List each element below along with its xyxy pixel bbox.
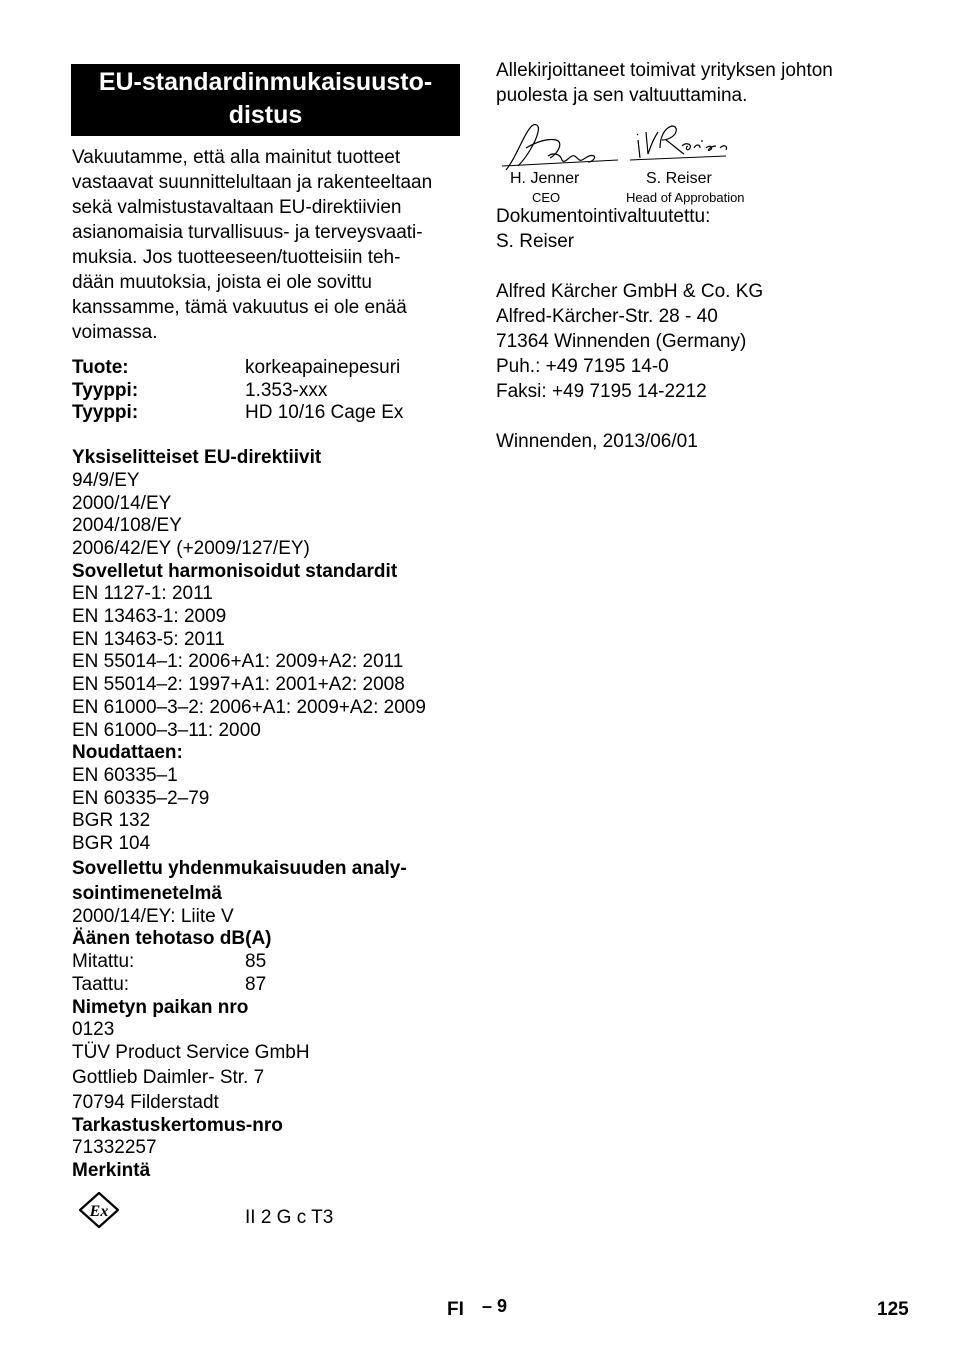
- spec-label: Tyyppi:: [72, 402, 139, 424]
- place-date: [496, 429, 896, 454]
- title-line-1: EU-standardinmukaisuusto-: [98, 68, 433, 96]
- notified-body-item: 70794 Filderstadt: [72, 1091, 219, 1113]
- intro-line: dään muutoksia, joista ei ole sovittu: [72, 272, 372, 293]
- left-column: [72, 64, 460, 1233]
- sound-value: 85: [245, 951, 267, 973]
- spacer: [496, 254, 896, 279]
- conformity-heading: sointimenetelmä: [72, 882, 222, 904]
- compliance-item: EN 60335–2–79: [72, 787, 210, 809]
- report-section: [72, 1115, 460, 1160]
- signature-block: [496, 118, 896, 214]
- report-number: 71332257: [72, 1137, 157, 1159]
- intro-line: voimassa.: [72, 322, 158, 343]
- intro-line: sekä valmistustavaltaan EU-direktiivien: [72, 197, 402, 218]
- spec-row: [72, 357, 460, 380]
- authority-line: Allekirjoittaneet toimivat yrityksen johton: [496, 60, 833, 81]
- directive-item: 2004/108/EY: [72, 515, 182, 537]
- compliance-section: [72, 742, 460, 856]
- place-date-text: Winnenden, 2013/06/01: [496, 431, 698, 452]
- address-line: 71364 Winnenden (Germany): [496, 331, 747, 352]
- compliance-item: BGR 104: [72, 833, 151, 855]
- standard-item: EN 1127-1: 2011: [72, 583, 213, 605]
- conformity-item: 2000/14/EY: Liite V: [72, 905, 234, 927]
- notified-body-item: Gottlieb Daimler- Str. 7: [72, 1066, 265, 1088]
- sound-label: Taattu:: [72, 973, 130, 995]
- spec-value: korkeapainepesuri: [245, 357, 401, 378]
- report-heading: Tarkastuskertomus-nro: [72, 1114, 283, 1136]
- intro-line: muksia. Jos tuotteeseen/tuotteisiin teh-: [72, 247, 401, 268]
- address-line: Puh.: +49 7195 14-0: [496, 356, 669, 377]
- compliance-item: BGR 132: [72, 810, 151, 832]
- signer-role: Head of Approbation: [626, 190, 745, 205]
- standard-item: EN 55014–1: 2006+A1: 2009+A2: 2011: [72, 651, 404, 673]
- address-line: Faksi: +49 7195 14-2212: [496, 381, 707, 402]
- doc-auth-line: S. Reiser: [496, 231, 575, 252]
- signer-role: CEO: [532, 190, 561, 205]
- intro-line: kanssamme, tämä vakuutus ei ole enää: [72, 297, 407, 318]
- product-specs: [72, 357, 460, 425]
- directive-item: 94/9/EY: [72, 469, 140, 491]
- conformity-heading: Sovellettu yhdenmukaisuuden analy-: [72, 857, 407, 879]
- marking-heading: Merkintä: [72, 1160, 151, 1182]
- authority-line: puolesta ja sen valtuuttamina.: [496, 85, 748, 106]
- svg-text:Ex: Ex: [89, 1202, 109, 1220]
- standard-item: EN 13463-5: 2011: [72, 628, 225, 650]
- standard-item: EN 13463-1: 2009: [72, 606, 227, 628]
- directives-heading: Yksiselitteiset EU-direktiivit: [72, 447, 322, 469]
- sound-row: [72, 951, 460, 974]
- directive-item: 2000/14/EY: [72, 492, 172, 514]
- company-address: [496, 279, 896, 404]
- sound-value: 87: [245, 973, 267, 995]
- conformity-section: [72, 856, 460, 929]
- directive-item: 2006/42/EY (+2009/127/EY): [72, 537, 310, 559]
- sound-row: [72, 974, 460, 997]
- marking-row: [72, 1185, 460, 1233]
- intro-line: asianomaisia turvallisuus- ja terveysvaati-: [72, 222, 423, 243]
- spec-value: 1.353-xxx: [245, 379, 328, 401]
- intro-paragraph: [72, 145, 460, 345]
- footer-section-page: – 9: [482, 1296, 508, 1316]
- sound-label: Mitattu:: [72, 951, 135, 973]
- ex-explosion-protection-icon: [78, 1191, 120, 1229]
- standards-heading: Sovelletut harmonisoidut standardit: [72, 560, 398, 582]
- marking-section: [72, 1160, 460, 1233]
- standard-item: EN 61000–3–2: 2006+A1: 2009+A2: 2009: [72, 696, 426, 718]
- title-line-2: distus: [228, 101, 303, 129]
- notified-body-item: 0123: [72, 1019, 115, 1041]
- signer-name: H. Jenner: [510, 170, 580, 187]
- spec-row: [72, 402, 460, 425]
- directives-section: [72, 447, 460, 561]
- page-title: [71, 64, 460, 136]
- standards-section: [72, 561, 460, 743]
- compliance-heading: Noudattaen:: [72, 742, 183, 764]
- marking-value: II 2 G c T3: [245, 1206, 334, 1228]
- spacer: [496, 404, 896, 429]
- standard-item: EN 55014–2: 1997+A1: 2001+A2: 2008: [72, 674, 405, 696]
- doc-auth-line: Dokumentointivaltuutettu:: [496, 206, 711, 227]
- sound-section: [72, 928, 460, 996]
- address-line: Alfred Kärcher GmbH & Co. KG: [496, 281, 764, 302]
- intro-line: Vakuutamme, että alla mainitut tuotteet: [72, 147, 401, 168]
- right-column: [496, 58, 896, 454]
- signer-name: S. Reiser: [646, 170, 712, 187]
- notified-body-heading: Nimetyn paikan nro: [72, 996, 249, 1018]
- address-line: Alfred-Kärcher-Str. 28 - 40: [496, 306, 718, 327]
- spec-label: Tyyppi:: [72, 379, 139, 401]
- footer-language: FI: [447, 1299, 464, 1320]
- spec-value: HD 10/16 Cage Ex: [245, 402, 404, 424]
- compliance-item: EN 60335–1: [72, 764, 178, 786]
- notified-body-item: TÜV Product Service GmbH: [72, 1041, 310, 1063]
- standard-item: EN 61000–3–11: 2000: [72, 719, 261, 741]
- notified-body-section: [72, 997, 460, 1115]
- authority-statement: [496, 58, 896, 108]
- intro-line: vastaavat suunnittelultaan ja rakenteeltaan: [72, 172, 433, 193]
- sound-heading: Äänen tehotaso dB(A): [72, 928, 272, 950]
- footer-page-number: 125: [877, 1299, 909, 1320]
- spec-row: [72, 380, 460, 403]
- spec-label: Tuote:: [72, 357, 129, 378]
